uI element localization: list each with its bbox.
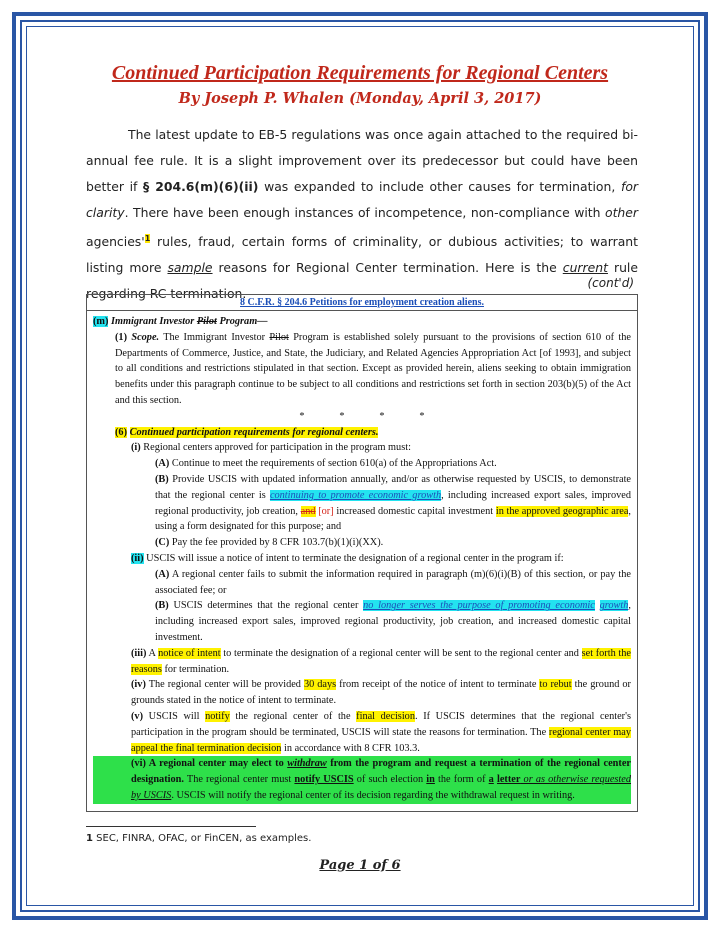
page-number: Page 1 of 6 xyxy=(319,858,401,873)
intro-paragraph: The latest update to EB-5 regulations was once again attached to the required bi-annual fee rule. It is a slight improvement over its predecessor but could have been better if § 204.6(m)(6)(ii) was expanded to include other causes for termination, for clarity. There have been enough instances of incompetence, non-compliance with other $agencies'^1$ rules, fraud, certain forms of criminality, or dubious activities; to warrant listing more sample reasons for Regional Center termination. Here is the current rule regarding RC termination. xyxy=(86,127,638,302)
para-6-i-B: (B) Provide USCIS with updated information annually, and/or as otherwise requested by USCIS, to demonstrate that the regional center is continuing to promote economic growth, including increased export sales, improved regional productivity, job creation, and [or] increased domestic capital investment in the approved geographic area, using a form designated for this purpose; and xyxy=(155,473,631,533)
para-6-ii-B: (B) USCIS determines that the regional center no longer serves the purpose of promoting economic growth, including increased export sales, improved regional productivity, job creation, and increased domestic capital investment. xyxy=(155,600,631,643)
byline: By Joseph P. Whalen (Monday, April 3, 2017) xyxy=(178,90,542,107)
cfr-excerpt-box xyxy=(86,294,638,812)
para-6-ii: (ii) USCIS will issue a notice of intent to terminate the designation of a regional center in the program if: xyxy=(131,552,564,564)
document-title: Continued Participation Requirements for Regional Centers xyxy=(111,62,609,84)
footnote-separator xyxy=(86,826,256,827)
cite: § 204.6(m)(6)(ii) xyxy=(143,179,259,194)
para-6-v: (v) USCIS will notify the regional center of the final decision. If USCIS determines that the regional center's participation in the program should be terminated, USCIS will state the reasons for termination. The regional center may appeal the final termination decision in accordance with 8 CFR 103.3. xyxy=(131,710,631,754)
para-6-i-A: (A) Continue to meet the requirements of section 610(a) of the Appropriations Act. xyxy=(155,458,497,470)
footnote: 1 SEC, FINRA, OFAC, or FinCEN, as examples. xyxy=(86,833,312,844)
para-6-vi: (vi) A regional center may elect to withdraw from the program and request a termination of the regional center designation. The regional center must notify USCIS of such election in the form of a letter or as otherwise requested by USCIS. USCIS will notify the regional center of its decision regarding the withdrawal request in writing. xyxy=(93,756,631,803)
continued-note: (cont'd) xyxy=(587,276,634,290)
para-6-i-C: (C) Pay the fee provided by 8 CFR 103.7(b)(1)(i)(XX). xyxy=(155,537,384,549)
para-m: (m) Immigrant Investor Pilot Program— xyxy=(93,316,268,327)
para-6-iv: (iv) The regional center will be provided 30 days from receipt of the notice of intent to terminate to rebut the ground or grounds stated in the notice of intent to terminate. xyxy=(131,679,631,707)
cfr-body xyxy=(87,311,637,804)
para-1: (1) Scope. The Immigrant Investor Pilot Program is established solely pursuant to the provisions of section 610 of the Departments of Commerce, Justice, and State, the Judiciary, and Related Agencies Appropriation Act [of 1993], and subject to all conditions and restrictions stipulated in that section. Except as provided herein, aliens seeking to obtain immigration benefits under this paragraph continue to be subject to all conditions and restrictions set forth in section 203(b)(5) of the Act and this section. xyxy=(115,331,632,406)
cfr-header: 8 C.F.R. § 204.6 Petitions for employment creation aliens. xyxy=(87,295,637,311)
para-6-ii-A: (A) A regional center fails to submit the information required in paragraph (m)(6)(i)(B) of this section, or pay the associated fee; or xyxy=(155,568,631,596)
footnote-ref[interactable]: 1 xyxy=(144,234,151,243)
para-6-i: (i) Regional centers approved for participation in the program must: xyxy=(131,442,411,454)
para-6-iii: (iii) A notice of intent to terminate the designation of a regional center will be sent to the regional center and set forth the reasons for termination. xyxy=(131,647,631,675)
omission-stars: * * * * xyxy=(299,410,425,422)
para-6: (6) Continued participation requirements for regional centers. xyxy=(115,426,379,438)
